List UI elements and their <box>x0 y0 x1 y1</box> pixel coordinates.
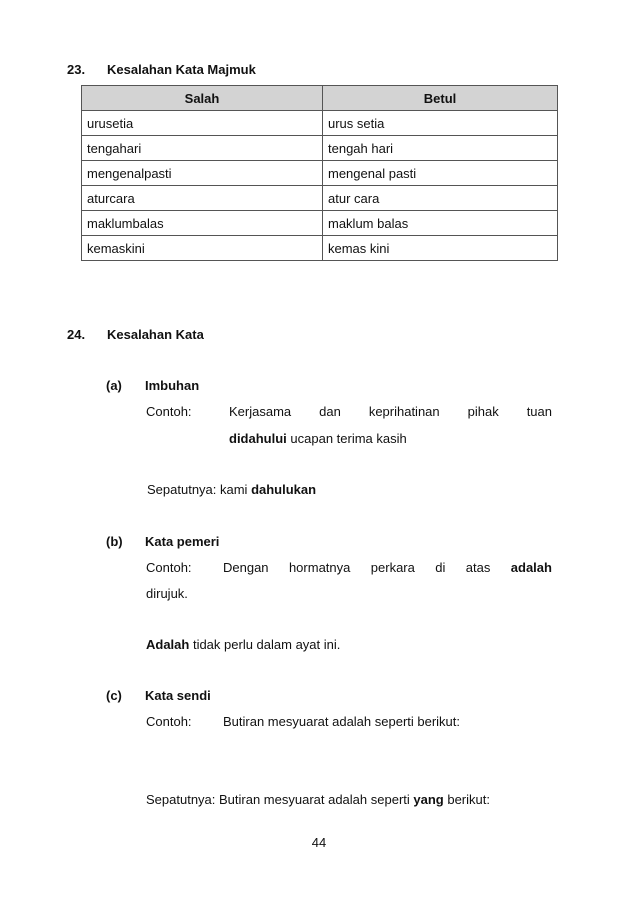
item-b-note <box>146 637 340 652</box>
cell-betul: urus setia <box>323 111 558 136</box>
text: berikut: <box>443 792 490 807</box>
item-b-label: (b) <box>106 534 123 549</box>
item-a-contoh-line2 <box>229 431 407 446</box>
section-24-number: 24. <box>67 327 86 342</box>
item-b-contoh-line2: dirujuk. <box>146 586 188 601</box>
bold-word: adalah <box>510 560 552 575</box>
item-c-contoh-label: Contoh: <box>146 714 192 729</box>
kata-majmuk-table <box>81 85 558 261</box>
cell-salah: aturcara <box>82 186 323 211</box>
table-row <box>82 161 558 186</box>
word: pihak <box>467 404 499 419</box>
bold-word: didahului <box>229 431 287 446</box>
word: Kerjasama <box>229 404 292 419</box>
text: tidak perlu dalam ayat ini. <box>189 637 341 652</box>
bold-word: dahulukan <box>251 482 317 497</box>
item-b-contoh-label: Contoh: <box>146 560 192 575</box>
table-row <box>82 111 558 136</box>
text: Sepatutnya: Butiran mesyuarat adalah seperti <box>146 792 414 807</box>
text: ucapan terima kasih <box>286 431 407 446</box>
bold-word: yang <box>413 792 444 807</box>
item-a-sepatutnya <box>147 482 316 497</box>
table-row <box>82 136 558 161</box>
cell-betul: mengenal pasti <box>323 161 558 186</box>
item-a-label: (a) <box>106 378 122 393</box>
cell-salah: urusetia <box>82 111 323 136</box>
item-c-label: (c) <box>106 688 122 703</box>
item-a-contoh-label: Contoh: <box>146 404 192 419</box>
section-23-number: 23. <box>67 62 86 77</box>
item-c-contoh-text: Butiran mesyuarat adalah seperti berikut: <box>223 714 461 729</box>
table-header-row <box>82 86 558 111</box>
word: dan <box>319 404 341 419</box>
text: Sepatutnya: kami <box>147 482 252 497</box>
cell-betul: kemas kini <box>323 236 558 261</box>
cell-salah: mengenalpasti <box>82 161 323 186</box>
item-a-contoh-line1 <box>229 404 552 419</box>
item-a-title: Imbuhan <box>145 378 200 393</box>
item-b-title: Kata pemeri <box>145 534 220 549</box>
cell-salah: tengahari <box>82 136 323 161</box>
table-row <box>82 236 558 261</box>
cell-betul: maklum balas <box>323 211 558 236</box>
header-betul: Betul <box>323 86 558 111</box>
table-row <box>82 186 558 211</box>
cell-betul: atur cara <box>323 186 558 211</box>
item-c-sepatutnya <box>146 792 490 807</box>
word: tuan <box>526 404 552 419</box>
cell-salah: maklumbalas <box>82 211 323 236</box>
cell-betul: tengah hari <box>323 136 558 161</box>
item-b-contoh-line1 <box>223 560 552 575</box>
word: keprihatinan <box>368 404 440 419</box>
word: hormatnya <box>288 560 351 575</box>
word: atas <box>465 560 491 575</box>
word: perkara <box>370 560 415 575</box>
word: di <box>435 560 446 575</box>
table-row <box>82 211 558 236</box>
header-salah: Salah <box>82 86 323 111</box>
cell-salah: kemaskini <box>82 236 323 261</box>
word: Dengan <box>223 560 269 575</box>
bold-word: Adalah <box>146 637 190 652</box>
section-23-title: Kesalahan Kata Majmuk <box>107 62 256 77</box>
item-c-title: Kata sendi <box>145 688 211 703</box>
page-number: 44 <box>311 835 327 850</box>
section-24-title: Kesalahan Kata <box>107 327 204 342</box>
